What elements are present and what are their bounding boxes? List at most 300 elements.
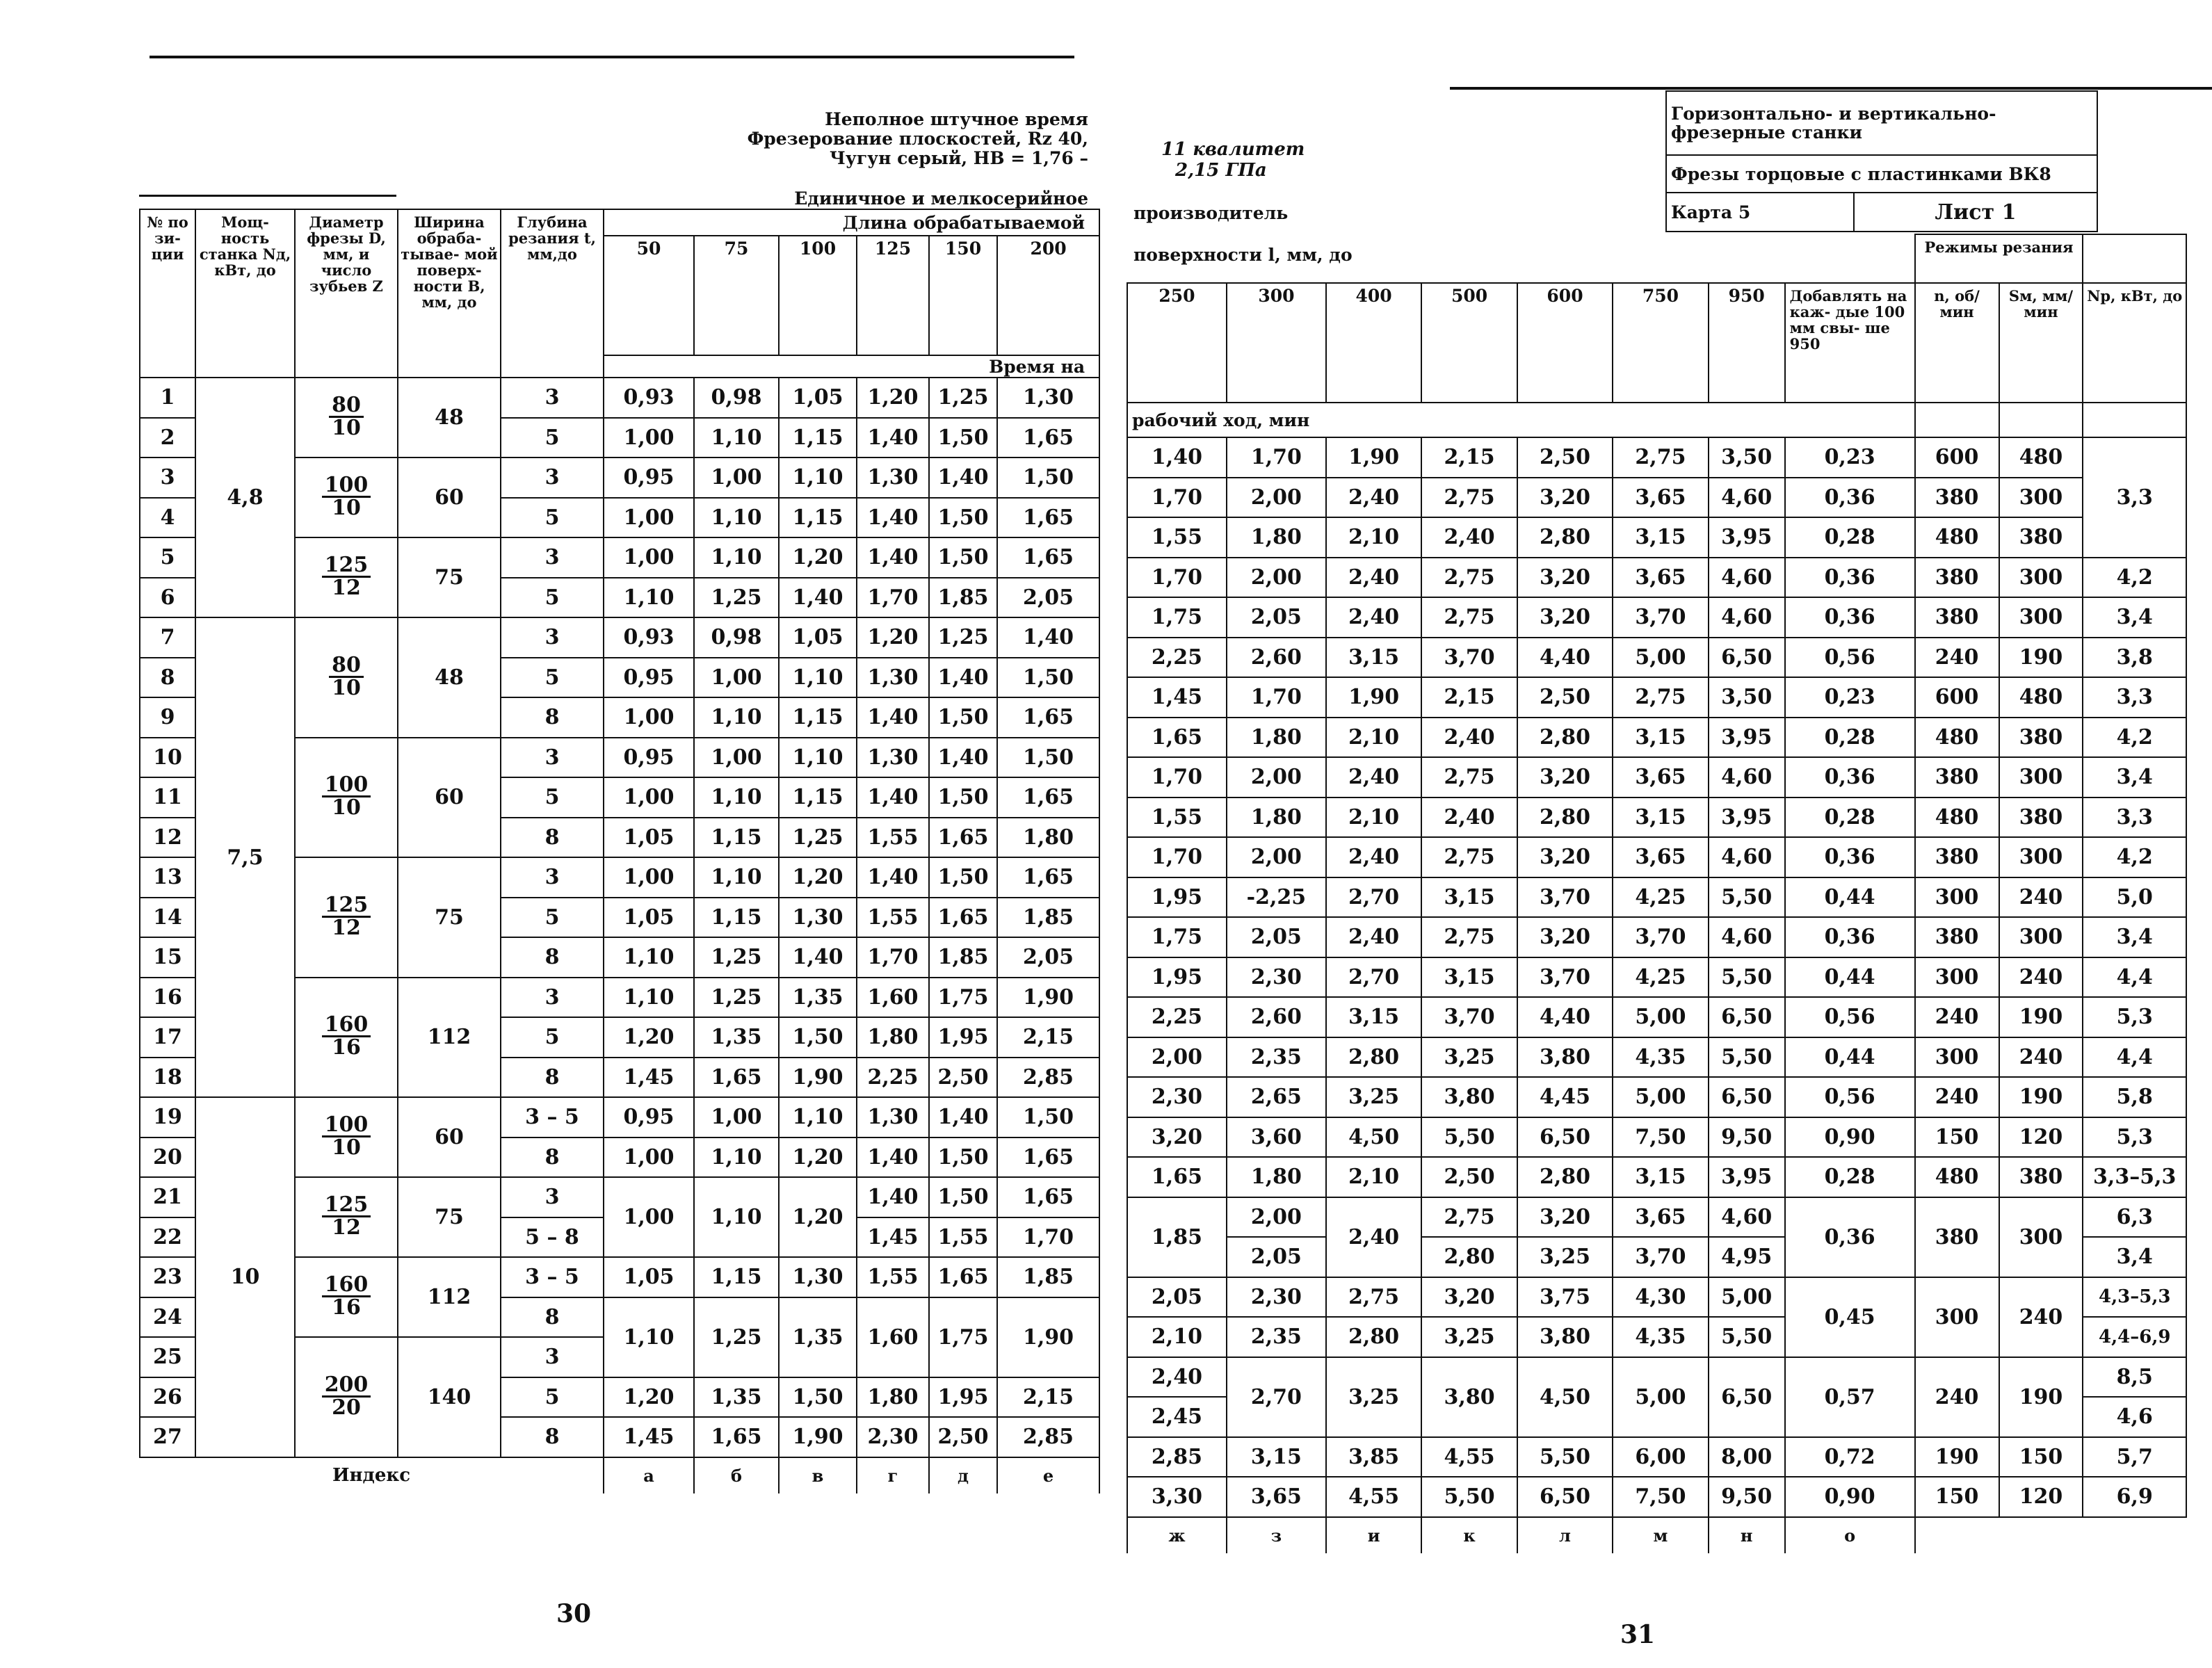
- time-cell: 3,20: [1517, 597, 1613, 638]
- time-cell: 3,95: [1709, 718, 1785, 758]
- time-cell: 6,50: [1517, 1117, 1613, 1158]
- position-number: 27: [140, 1417, 195, 1457]
- time-cell: 2,75: [1421, 837, 1517, 877]
- time-cell: 3,20: [1517, 837, 1613, 877]
- time-cell: 4,60: [1709, 917, 1785, 957]
- feed-cell: 240: [1999, 1277, 2083, 1357]
- time-cell: 5,7: [2083, 1437, 2186, 1477]
- time-cell: 9,50: [1709, 1117, 1785, 1158]
- time-cell: 1,50: [929, 537, 997, 578]
- time-cell: 480: [1915, 718, 1999, 758]
- position-header: № по зи- ции: [140, 209, 195, 378]
- time-cell: 2,50: [1517, 677, 1613, 718]
- time-cell: 1,70: [1127, 837, 1227, 877]
- time-cell: 380: [1915, 558, 1999, 598]
- power-cell: 3,3–5,3: [2083, 1157, 2186, 1197]
- time-cell: 1,75: [1127, 917, 1227, 957]
- time-cell: 2,75: [1326, 1277, 1421, 1318]
- cutter-diameter: [295, 617, 398, 738]
- time-cell: 2,80: [1517, 1157, 1613, 1197]
- time-cell: 480: [1915, 517, 1999, 558]
- power-cell: 3,4: [2083, 1237, 2186, 1277]
- card-number: Карта 5: [1666, 193, 1854, 232]
- sheet-number: Лист 1: [1854, 193, 2097, 232]
- time-cell: 3,20: [1517, 478, 1613, 518]
- time-cell: 2,75: [1613, 677, 1708, 718]
- time-cell: 300: [1915, 957, 1999, 998]
- length-col: 75: [694, 236, 779, 355]
- time-cell: 1,40: [1127, 437, 1227, 478]
- time-cell: 1,65: [997, 1177, 1099, 1217]
- time-cell: 2,60: [1227, 997, 1326, 1037]
- length-col: 150: [929, 236, 997, 355]
- time-cell: 1,10: [604, 578, 694, 618]
- time-cell: 3,70: [1613, 1237, 1708, 1277]
- time-cell: 1,00: [604, 1137, 694, 1178]
- time-cell: 1,50: [929, 1137, 997, 1178]
- time-cell: 2,25: [1127, 997, 1227, 1037]
- time-cell: 0,93: [604, 617, 694, 658]
- time-cell: 1,40: [857, 498, 929, 538]
- index-letter: з: [1227, 1517, 1326, 1553]
- length-col: 125: [857, 236, 929, 355]
- cut-depth: 8: [501, 1297, 604, 1338]
- time-cell: 1,25: [694, 1297, 779, 1377]
- time-cell: 240: [1915, 638, 1999, 678]
- time-cell: 4,60: [1709, 478, 1785, 518]
- time-cell: 4,55: [1421, 1437, 1517, 1477]
- time-cell: 4,95: [1709, 1237, 1785, 1277]
- time-cell: 4,25: [1613, 877, 1708, 918]
- header-spacer: [1999, 403, 2083, 437]
- index-letter: г: [857, 1457, 929, 1493]
- cutter-diameter: [295, 857, 398, 978]
- time-cell: 2,05: [997, 578, 1099, 618]
- time-cell: 1,40: [929, 658, 997, 698]
- position-number: 21: [140, 1177, 195, 1217]
- surface-width: 60: [398, 458, 501, 537]
- position-number: 13: [140, 857, 195, 898]
- time-cell: 240: [1915, 997, 1999, 1037]
- time-cell: 120: [1999, 1117, 2083, 1158]
- diameter-header: Диаметр фрезы D, мм, и число зубьев Z: [295, 209, 398, 378]
- time-cell: 1,15: [779, 418, 857, 458]
- header-spacer: [1127, 234, 1915, 283]
- position-number: 18: [140, 1058, 195, 1098]
- time-cell: 2,50: [929, 1417, 997, 1457]
- time-cell: 1,65: [929, 818, 997, 858]
- cutter-fraction: $\frac{100}{10}$: [322, 775, 371, 818]
- time-cell: 3,15: [1421, 957, 1517, 998]
- time-cell: 1,80: [1227, 517, 1326, 558]
- card-header: [1665, 90, 2098, 232]
- time-cell: 2,75: [1421, 478, 1517, 518]
- position-number: 25: [140, 1337, 195, 1377]
- time-cell: 2,50: [1517, 437, 1613, 478]
- time-cell: 3,80: [1517, 1317, 1613, 1357]
- time-cell: 1,20: [779, 537, 857, 578]
- time-cell: 0,72: [1785, 1437, 1915, 1477]
- time-cell: 1,65: [997, 857, 1099, 898]
- time-cell: 1,80: [857, 1377, 929, 1418]
- time-cell: 2,00: [1227, 478, 1326, 518]
- cut-depth: 3: [501, 378, 604, 418]
- cut-depth: 8: [501, 697, 604, 738]
- time-cell: 1,60: [857, 978, 929, 1018]
- time-cell: 1,10: [694, 418, 779, 458]
- time-cell: 2,15: [997, 1377, 1099, 1418]
- time-cell: 3,20: [1517, 1197, 1613, 1238]
- time-cell: 2,50: [929, 1058, 997, 1098]
- time-cell: 3,20: [1127, 1117, 1227, 1158]
- time-cell: 1,50: [997, 738, 1099, 778]
- time-cell: 1,20: [604, 1377, 694, 1418]
- time-cell: 300: [1999, 917, 2083, 957]
- time-cell: 2,75: [1421, 558, 1517, 598]
- time-cell: 4,40: [1517, 997, 1613, 1037]
- time-cell: 380: [1915, 597, 1999, 638]
- time-cell: 3,70: [1421, 997, 1517, 1037]
- time-cell: 1,40: [779, 578, 857, 618]
- time-cell: 380: [1915, 837, 1999, 877]
- time-cell: 3,50: [1709, 437, 1785, 478]
- time-cell: 1,15: [779, 498, 857, 538]
- time-cell: 3,65: [1613, 757, 1708, 797]
- tolerance-note: 11 квалитет 2,15 ГПа: [1161, 139, 1305, 181]
- cutter-diameter: [295, 1257, 398, 1337]
- cut-depth: 3: [501, 617, 604, 658]
- time-cell: 480: [1999, 437, 2083, 478]
- time-cell: 2,05: [1227, 597, 1326, 638]
- time-cell: 1,85: [1127, 1197, 1227, 1277]
- cutter-diameter: [295, 1097, 398, 1177]
- time-cell: 2,40: [1326, 478, 1421, 518]
- time-cell: 4,40: [1517, 638, 1613, 678]
- position-number: 9: [140, 697, 195, 738]
- surface-width: 140: [398, 1337, 501, 1457]
- index-letter: л: [1517, 1517, 1613, 1553]
- time-cell: 4,60: [1709, 558, 1785, 598]
- feed-header: Sм, мм/ мин: [1999, 283, 2083, 403]
- time-cell: 2,35: [1227, 1317, 1326, 1357]
- time-cell: 1,90: [997, 1297, 1099, 1377]
- time-cell: 1,00: [694, 1097, 779, 1137]
- time-cell: 0,23: [1785, 437, 1915, 478]
- time-cell: 2,00: [1227, 1197, 1326, 1238]
- time-cell: 2,35: [1227, 1037, 1326, 1078]
- top-rule-right: [1450, 87, 2212, 90]
- time-cell: 8,00: [1709, 1437, 1785, 1477]
- feed-cell: 190: [1999, 1357, 2083, 1437]
- length-col: 400: [1326, 283, 1421, 403]
- time-cell: 4,45: [1517, 1077, 1613, 1117]
- length-col: 50: [604, 236, 694, 355]
- time-cell: 300: [1999, 558, 2083, 598]
- time-cell: 1,00: [604, 418, 694, 458]
- time-cell: 2,80: [1421, 1237, 1517, 1277]
- time-cell: 150: [1999, 1437, 2083, 1477]
- time-cell: 1,50: [779, 1017, 857, 1058]
- time-cell: 1,65: [997, 498, 1099, 538]
- time-cell: 0,28: [1785, 797, 1915, 838]
- time-cell: 1,70: [1227, 677, 1326, 718]
- machine-power: 7,5: [195, 617, 295, 1097]
- header-spacer: [1915, 403, 1999, 437]
- time-cell: 3,70: [1421, 638, 1517, 678]
- time-cell: 5,00: [1709, 1277, 1785, 1318]
- time-cell: 2,40: [1326, 558, 1421, 598]
- time-cell: 1,80: [1227, 1157, 1326, 1197]
- time-cell: 1,50: [929, 498, 997, 538]
- time-cell: 2,70: [1227, 1357, 1326, 1437]
- time-cell: 2,75: [1421, 597, 1517, 638]
- time-cell: 2,15: [1421, 677, 1517, 718]
- cut-depth: 3: [501, 978, 604, 1018]
- time-cell: 1,65: [1127, 1157, 1227, 1197]
- time-cell: 5,50: [1421, 1477, 1517, 1517]
- time-cell: 0,28: [1785, 718, 1915, 758]
- time-cell: 1,45: [857, 1217, 929, 1258]
- time-cell: 1,00: [694, 658, 779, 698]
- time-cell: 1,70: [1127, 757, 1227, 797]
- time-cell: 1,95: [1127, 877, 1227, 918]
- cut-depth: 5 – 8: [501, 1217, 604, 1258]
- time-cell: 0,44: [1785, 1037, 1915, 1078]
- time-cell: 1,70: [997, 1217, 1099, 1258]
- time-cell: 2,40: [1326, 757, 1421, 797]
- time-cell: 1,50: [929, 418, 997, 458]
- time-cell: 2,65: [1227, 1077, 1326, 1117]
- position-number: 26: [140, 1377, 195, 1418]
- time-cell: 0,36: [1785, 1197, 1915, 1277]
- time-cell: 1,40: [929, 738, 997, 778]
- length-col: 300: [1227, 283, 1326, 403]
- length-col: 600: [1517, 283, 1613, 403]
- speed-cell: 300: [1915, 1277, 1999, 1357]
- cut-depth: 5: [501, 898, 604, 938]
- power-cell: 4,6: [2083, 1397, 2186, 1437]
- index-letter: б: [694, 1457, 779, 1493]
- top-rule: [150, 56, 1074, 58]
- time-cell: 190: [1999, 1077, 2083, 1117]
- power-cell: 4,3–5,3: [2083, 1277, 2186, 1318]
- time-cell: 1,50: [779, 1377, 857, 1418]
- time-cell: 480: [1915, 797, 1999, 838]
- power-cell: 4,2: [2083, 558, 2186, 598]
- surface-width: 48: [398, 378, 501, 458]
- time-cell: 2,15: [1421, 437, 1517, 478]
- time-cell: 1,40: [929, 1097, 997, 1137]
- time-cell: 1,65: [929, 898, 997, 938]
- time-cell: 2,80: [1326, 1317, 1421, 1357]
- position-number: 5: [140, 537, 195, 578]
- time-cell: 3,15: [1613, 797, 1708, 838]
- time-cell: 5,50: [1709, 1317, 1785, 1357]
- time-cell: 5,00: [1613, 1077, 1708, 1117]
- time-cell: 1,30: [857, 458, 929, 498]
- time-cell: 240: [1999, 1037, 2083, 1078]
- time-cell: 1,65: [929, 1257, 997, 1297]
- time-cell: 5,50: [1517, 1437, 1613, 1477]
- time-cell: 380: [1999, 1157, 2083, 1197]
- position-number: 15: [140, 937, 195, 978]
- cut-depth: 5: [501, 658, 604, 698]
- time-cell: 1,25: [929, 378, 997, 418]
- time-cell: 2,40: [1326, 917, 1421, 957]
- time-cell: 3,50: [1709, 677, 1785, 718]
- time-cell: 2,40: [1326, 597, 1421, 638]
- time-cell: 3,15: [1613, 1157, 1708, 1197]
- time-cell: 0,36: [1785, 837, 1915, 877]
- time-cell: 300: [1915, 1037, 1999, 1078]
- time-cell: 1,10: [779, 1097, 857, 1137]
- index-letter: е: [997, 1457, 1099, 1493]
- power-cell: 3,4: [2083, 757, 2186, 797]
- position-number: 14: [140, 898, 195, 938]
- time-cell: 1,00: [604, 1177, 694, 1257]
- time-cell: 3,25: [1421, 1317, 1517, 1357]
- time-cell: 1,10: [604, 978, 694, 1018]
- time-cell: 2,10: [1326, 517, 1421, 558]
- position-number: 16: [140, 978, 195, 1018]
- time-cell: 2,00: [1227, 558, 1326, 598]
- time-cell: 3,80: [1517, 1037, 1613, 1078]
- time-cell: 1,60: [857, 1297, 929, 1377]
- cut-depth: 3: [501, 458, 604, 498]
- time-cell: 1,15: [779, 697, 857, 738]
- time-cell: 3,15: [1326, 997, 1421, 1037]
- time-cell: 3,15: [1613, 517, 1708, 558]
- time-cell: 3,95: [1709, 517, 1785, 558]
- time-cell: 5,00: [1613, 997, 1708, 1037]
- power-cell: 5,3: [2083, 997, 2186, 1037]
- cut-depth: 8: [501, 1417, 604, 1457]
- time-cell: 240: [1999, 957, 2083, 998]
- time-cell: 3,30: [1127, 1477, 1227, 1517]
- time-cell: 1,65: [694, 1058, 779, 1098]
- time-cell: 2,85: [997, 1417, 1099, 1457]
- position-number: 23: [140, 1257, 195, 1297]
- time-cell: 3,70: [1613, 917, 1708, 957]
- time-cell: 1,90: [1326, 677, 1421, 718]
- time-cell: 1,10: [694, 857, 779, 898]
- time-cell: 2,75: [1421, 1197, 1517, 1238]
- time-cell: 2,80: [1517, 797, 1613, 838]
- surface-width: 75: [398, 857, 501, 978]
- cutter-diameter: [295, 458, 398, 537]
- header-spacer: [2083, 234, 2186, 283]
- time-table-right: [1127, 234, 2187, 1553]
- index-letter: о: [1785, 1517, 1915, 1553]
- time-cell: 0,56: [1785, 638, 1915, 678]
- power-cell: 4,4: [2083, 1037, 2186, 1078]
- index-letter: а: [604, 1457, 694, 1493]
- power-cell: 4,4: [2083, 957, 2186, 998]
- cutter-fraction: $\frac{125}{12}$: [322, 1195, 371, 1238]
- position-number: 2: [140, 418, 195, 458]
- time-cell: 2,80: [1517, 718, 1613, 758]
- time-cell: 600: [1915, 437, 1999, 478]
- time-cell: 5,50: [1421, 1117, 1517, 1158]
- index-label: Индекс: [332, 1465, 411, 1486]
- production-type: Единичное и мелкосерийное: [794, 188, 1088, 209]
- time-cell: 2,50: [1421, 1157, 1517, 1197]
- surface-width: 112: [398, 978, 501, 1098]
- time-cell: 1,35: [779, 978, 857, 1018]
- time-cell: 1,10: [779, 658, 857, 698]
- time-cell: 2,05: [1227, 917, 1326, 957]
- time-cell: 1,00: [604, 537, 694, 578]
- time-cell: 1,15: [779, 777, 857, 818]
- time-cell: 4,55: [1326, 1477, 1421, 1517]
- time-cell: 150: [1915, 1477, 1999, 1517]
- time-cell: 3,85: [1326, 1437, 1421, 1477]
- time-cell: 1,05: [604, 1257, 694, 1297]
- time-cell: 2,05: [1127, 1277, 1227, 1318]
- add-header: Добавлять на каж- дые 100 мм свы- ше 950: [1785, 283, 1915, 403]
- time-cell: 0,95: [604, 458, 694, 498]
- time-cell: 0,57: [1785, 1357, 1915, 1437]
- time-cell: 380: [1999, 517, 2083, 558]
- time-cell: 1,55: [929, 1217, 997, 1258]
- time-header: Время на: [604, 355, 1099, 378]
- width-header: Ширина обраба- тывае- мой поверх- ности В, мм, до: [398, 209, 501, 378]
- time-cell: 0,56: [1785, 997, 1915, 1037]
- time-cell: 1,55: [857, 818, 929, 858]
- time-cell: 240: [1999, 877, 2083, 918]
- time-cell: 6,50: [1709, 638, 1785, 678]
- length-header: Длина обрабатываемой: [604, 209, 1099, 236]
- cut-depth: 8: [501, 937, 604, 978]
- cutter-diameter: [295, 1337, 398, 1457]
- time-cell: 300: [1999, 757, 2083, 797]
- time-cell: 2,40: [1421, 718, 1517, 758]
- time-cell: 2,00: [1127, 1037, 1227, 1078]
- position-number: 1: [140, 378, 195, 418]
- time-cell: 1,10: [694, 1137, 779, 1178]
- time-cell: 1,10: [604, 937, 694, 978]
- position-number: 20: [140, 1137, 195, 1178]
- time-cell: 1,10: [779, 458, 857, 498]
- time-cell: 7,50: [1613, 1117, 1708, 1158]
- time-cell: 3,20: [1517, 917, 1613, 957]
- time-cell: 3,25: [1517, 1237, 1613, 1277]
- surface-width: 60: [398, 738, 501, 858]
- power-cell: 4,4–6,9: [2083, 1317, 2186, 1357]
- time-cell: 3,60: [1227, 1117, 1326, 1158]
- time-cell: 5,50: [1709, 877, 1785, 918]
- time-cell: 0,36: [1785, 558, 1915, 598]
- time-cell: 3,15: [1326, 638, 1421, 678]
- time-cell: 1,15: [694, 1257, 779, 1297]
- time-cell: 0,36: [1785, 917, 1915, 957]
- length-col: 500: [1421, 283, 1517, 403]
- time-cell: 1,40: [779, 937, 857, 978]
- power-cell: 3,4: [2083, 597, 2186, 638]
- cutters-label: Фрезы торцовые с пластинками ВК8: [1666, 155, 2097, 193]
- time-cell: 1,40: [857, 857, 929, 898]
- time-cell: 1,95: [929, 1017, 997, 1058]
- time-cell: 4,50: [1517, 1357, 1613, 1437]
- time-cell: 2,30: [857, 1417, 929, 1457]
- power-cell: 8,5: [2083, 1357, 2186, 1398]
- time-cell: 1,25: [694, 578, 779, 618]
- time-cell: 0,36: [1785, 478, 1915, 518]
- time-cell: 1,40: [857, 537, 929, 578]
- cut-depth: 3 – 5: [501, 1257, 604, 1297]
- time-cell: 2,10: [1326, 797, 1421, 838]
- time-cell: 1,20: [857, 378, 929, 418]
